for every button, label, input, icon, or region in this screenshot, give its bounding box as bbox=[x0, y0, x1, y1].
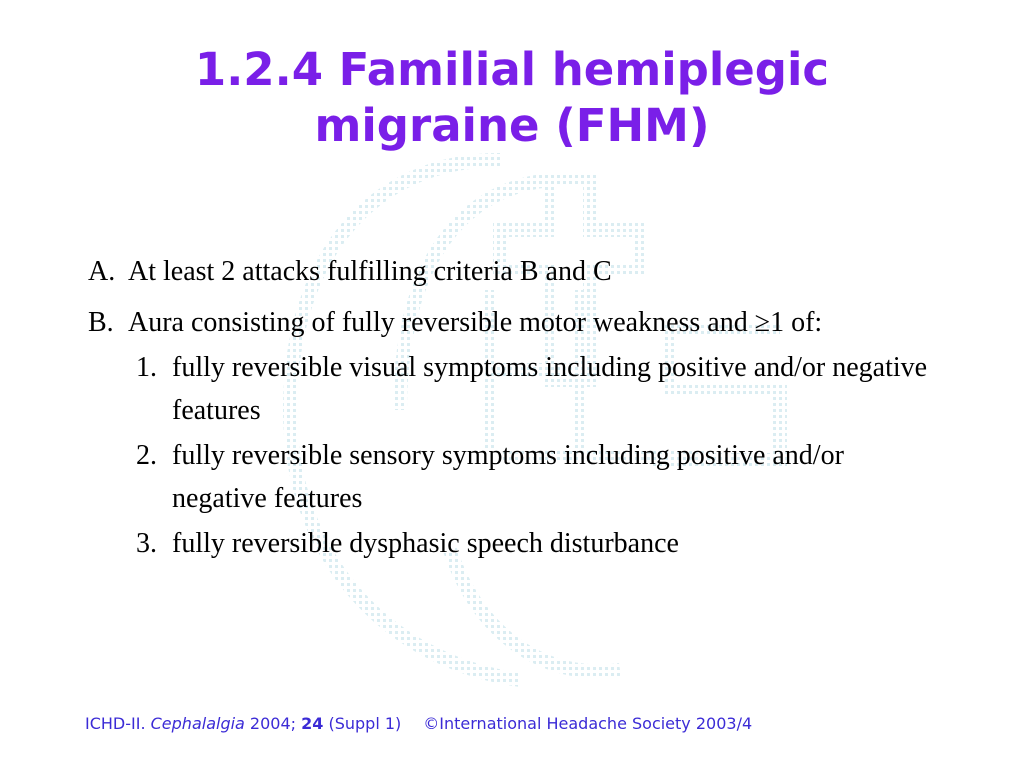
list-item-text: Aura consisting of fully reversible motor weakness and ≥1 of: bbox=[128, 307, 823, 338]
footer-year: 2004; bbox=[244, 714, 302, 733]
list-marker: A. bbox=[88, 256, 116, 287]
sublist-item-text: fully reversible visual symptoms including positive and/or negative features bbox=[172, 352, 928, 426]
footer-citation-prefix: ICHD-II. bbox=[85, 714, 151, 733]
footer-volume: 24 bbox=[301, 714, 324, 733]
list-item bbox=[88, 301, 948, 344]
sublist-item-text: fully reversible sensory symptoms including positive and/or negative features bbox=[172, 440, 844, 514]
footer-supplement: (Suppl 1) bbox=[323, 714, 402, 733]
criteria-list bbox=[88, 250, 948, 567]
sublist-item-text: fully reversible dysphasic speech disturbance bbox=[172, 528, 679, 559]
list-item bbox=[88, 250, 948, 293]
list-marker: B. bbox=[88, 307, 114, 338]
slide-title-line-1: 1.2.4 Familial hemiplegic bbox=[194, 43, 830, 96]
footer-journal: Cephalalgia bbox=[150, 714, 245, 733]
sublist-marker: 3. bbox=[136, 528, 157, 559]
slide-title bbox=[60, 42, 964, 154]
sublist-item bbox=[136, 346, 948, 432]
sublist-marker: 1. bbox=[136, 352, 157, 383]
sublist-item bbox=[136, 434, 948, 520]
footer-copyright: ©International Headache Society 2003/4 bbox=[423, 714, 753, 733]
sublist-item bbox=[136, 522, 948, 565]
slide-title-line-2: migraine (FHM) bbox=[314, 99, 710, 152]
slide-footer bbox=[85, 714, 965, 733]
sublist-marker: 2. bbox=[136, 440, 157, 471]
list-item-text: At least 2 attacks fulfilling criteria B and C bbox=[128, 256, 612, 287]
